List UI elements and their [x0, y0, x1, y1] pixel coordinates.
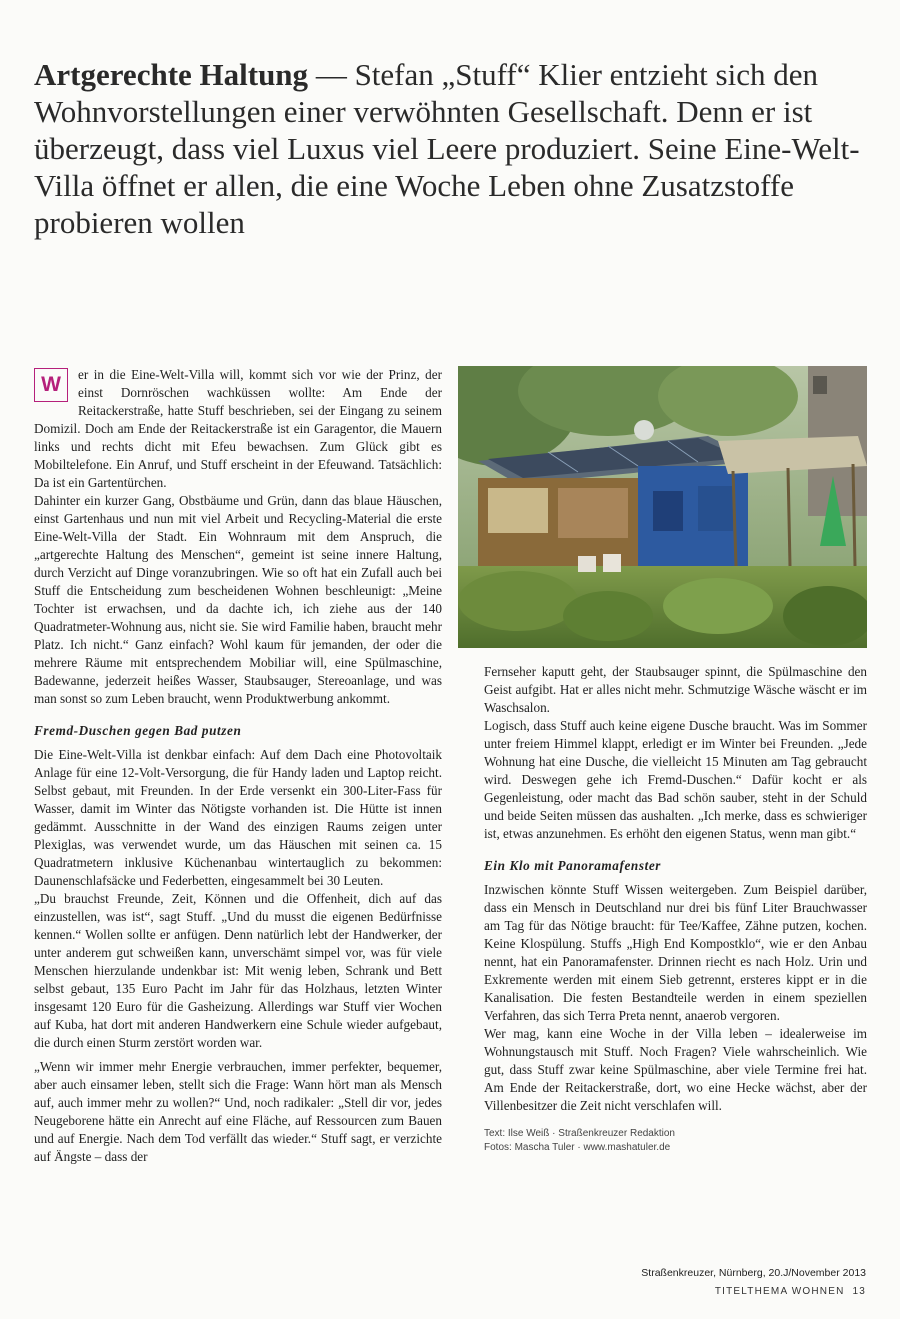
article-column-left	[34, 366, 442, 1166]
headline	[34, 56, 866, 241]
section-label: TITELTHEMA WOHNEN	[714, 1286, 845, 1297]
headline-lead: Artgerechte Haltung	[34, 57, 309, 92]
footer-section	[715, 1286, 866, 1297]
article-column-right	[484, 663, 867, 1155]
paragraph: Inzwischen könnte Stuff Wissen weitergeben. Zum Beispiel darüber, dass ein Mensch in Deutschland nur drei bis fünf Liter Brauchwasser am Tag für das Nötige braucht: für Tee/Kaffee, Zähne putzen, kochen. Keine Klospülung. Stuffs „High End Kompostklo“, wie er den Anbau nennt, hat ein Panoramafenster. Drinnen riecht es nach Holz. Urin und Exkremente werden mit einem Sieb getrennt, ersteres kippt er in die Kanalisation. Die festen Bestandteile werden in einem speziellen Verfahren, das sich Terra Preta nennt, anaerob vergoren.	[484, 882, 867, 1023]
paragraph: Die Eine-Welt-Villa ist denkbar einfach: Auf dem Dach eine Photovoltaik Anlage für eine 12-Volt-Versorgung, die für Handy laden und Laptop reicht. Selbst gebaut, mit Freunden. In der Erde versenkt ein 300-Liter-Fass für Wasser, damit im Winter das Nötigste vorhanden ist. Die Hütte ist innen gedämmt. Ausschnitte in der Wand des einzigen Raums zeigen unter Plexiglas, was verwendet wurde, um das Häuschen mit seinen ca. 15 Quadratmetern inklusive Küchenanbau wintertauglich zu bekommen: Daunenschlafsäcke und Federbetten, eingesammelt bei 30 Leuten.	[34, 747, 442, 888]
paragraph: Logisch, dass Stuff auch keine eigene Dusche braucht. Was im Sommer unter freiem Himmel klappt, erledigt er im Winter bei Freunden. „Jede Wohnung hat eine Dusche, die vielleicht 15 Minuten am Tag gebraucht wird. Deswegen gehe ich Fremd-Duschen.“ Dafür kocht er als Gegenleistung, oder macht das Bad schön sauber, steht in der Schuld und beide Seiten müssen das aushalten. „Ich merke, dass es schwieriger ist, etwas anzunehmen. Es erhöht den eigenen Status, wenn man gibt.“	[484, 718, 867, 841]
headline-rest: — Stefan „Stuff“ Klier entzieht sich den Wohnvorstellungen einer verwöhnten Gesellschaft. Denn er ist überzeugt, dass viel Luxus viel Leere produziert. Seine Eine-Welt-Villa öffnet er allen, die eine Woche Leben ohne Zusatzstoffe probieren wollen	[34, 57, 860, 240]
subheading: Fremd-Duschen gegen Bad putzen	[34, 723, 242, 738]
paragraph: Fernseher kaputt geht, der Staubsauger spinnt, die Spülmaschine den Geist aufgibt. Hat er alles nicht mehr. Schmutzige Wäsche wäscht er im Waschsalon.	[484, 664, 867, 715]
publication-info: Straßenkreuzer, Nürnberg, 20.J/November 2013	[641, 1267, 866, 1279]
paragraph: Wer mag, kann eine Woche in der Villa leben – idealerweise im Wohnungstausch mit Stuff. Noch Fragen? Viele wahrscheinlich. Wie gut, dass Stuff zwar keine Spülmaschine, aber viele Termine frei hat. Am Ende der Reitackerstraße, dort, wo eine Hecke wächst, aber der Villenbesitzer die Zeit nicht verschlafen will.	[484, 1026, 867, 1113]
subheading: Ein Klo mit Panoramafenster	[484, 858, 662, 873]
paragraph: Dahinter ein kurzer Gang, Obstbäume und Grün, dann das blaue Häuschen, einst Gartenhaus und nun mit viel Arbeit und Recycling-Material die erste Eine-Welt-Villa der Stadt. Ein Wohnraum mit dem Anspruch, die „artgerechte Haltung des Menschen“, gemeint ist seine innere Haltung, durch Verzicht auf Dinge voranzubringen. Wie so oft hat ein Zufall auch bei Stuff die Entscheidung zum bescheidenen Wohnen beschleunigt: „Meine Tochter ist erwachsen, und da dachte ich, ich ziehe aus der 140 Quadratmeter-Wohnung aus, nicht sie. Sie wird Familie haben, braucht mehr Platz. Ich nicht.“ Ganz einfach? Wohl kaum für jemanden, der oder die mehrere Räume mit entsprechendem Mobiliar will, eine Spülmaschine, Badewanne, jederzeit heißes Wasser, Staubsauger, Stereoanlage, und was man sonst so zum Leben braucht, wenn Produktwerbung ankommt.	[34, 493, 442, 706]
page-number: 13	[852, 1286, 866, 1297]
drop-cap: W	[34, 368, 68, 402]
garden-house-photo	[458, 366, 867, 648]
credits	[484, 1127, 867, 1155]
paragraph: er in die Eine-Welt-Villa will, kommt sich vor wie der Prinz, der einst Dornröschen wachküssen wollte: Am Ende der Reitackerstraße, hatte Stuff beschrieben, sei der Eingang zu seinem Domizil. Doch am Ende der Reitackerstraße ist ein Garagentor, die Mauern links und rechts dicht mit Efeu bewachsen. Zum Glück gibt es Mobiltelefone. Ein Anruf, und Stuff erscheint in der Efeuwand. Tatsächlich: Da ist ein Gartentürchen.	[34, 367, 442, 490]
credit-photo: Fotos: Mascha Tuler · www.mashatuler.de	[484, 1142, 671, 1153]
credit-text: Text: Ilse Weiß · Straßenkreuzer Redaktion	[484, 1128, 675, 1139]
paragraph: „Du brauchst Freunde, Zeit, Können und die Offenheit, dich auf das einzustellen, was ist“, sagt Stuff. „Und du musst die eigenen Bedürfnisse kennen.“ Wollen sollte er anfügen. Denn natürlich lebt der Handwerker, der unter anderem gut schweißen kann, unverschämt simpel vor, was für viele Menschen hierzulande undenkbar ist: Mit wenig leben, Schrank und Bett selbst gebaut, 135 Euro Pacht im Jahr für das Holzhaus, letzten Winter insgesamt 120 Euro für die Gasheizung. Allerdings war Stuff vier Wochen auf Kuba, hat dort mit anderen Handwerkern eine Schule wieder aufgebaut, die durch einen Sturm zerstört worden war.	[34, 891, 442, 1050]
paragraph: „Wenn wir immer mehr Energie verbrauchen, immer perfekter, bequemer, aber auch einsamer leben, stellt sich die Frage: Wann hört man als Mensch auf, auch immer mehr zu wollen?“ Und, noch radikaler: „Stell dir vor, jedes Neugeborene hätte ein Anrecht auf eine Fläche, auf Ressourcen zum Bauen und auf Energie. Nach dem Tod verfällt das wieder.“ Stuff sagt, er verzichte auf Ängste – dass der	[34, 1059, 442, 1164]
